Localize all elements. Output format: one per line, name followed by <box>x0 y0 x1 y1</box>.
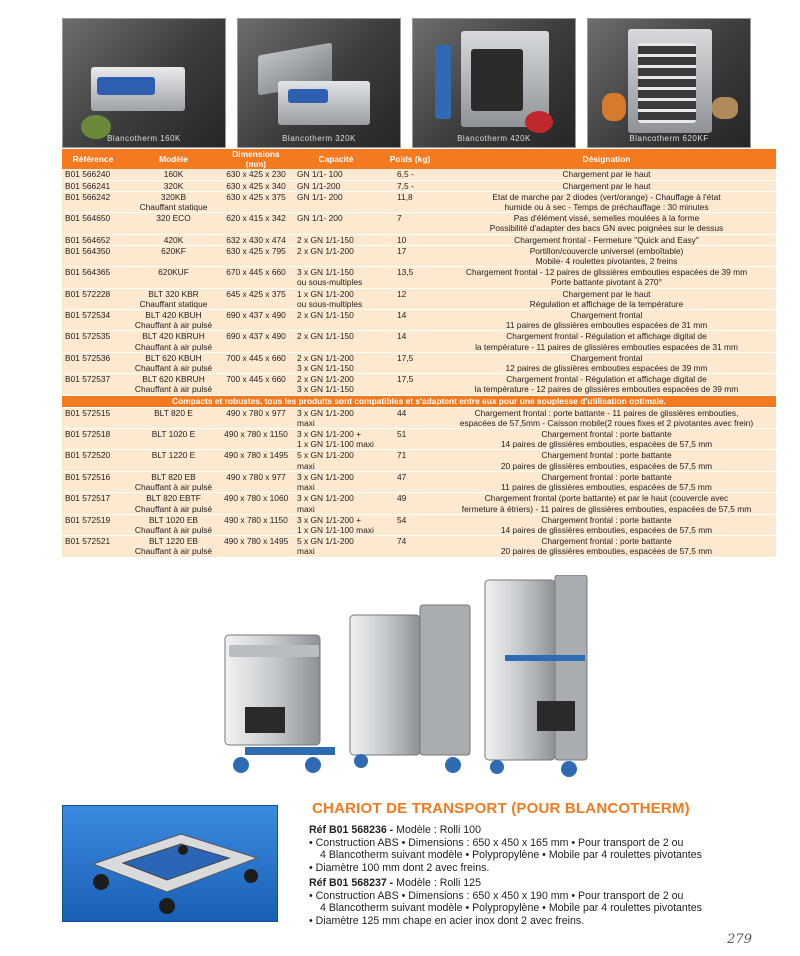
cell-weight: 44 <box>383 407 437 428</box>
table-row <box>62 288 776 309</box>
cell-model: BLT 620 KBUH Chauffant à air pulsé <box>124 352 223 373</box>
table-row <box>62 191 776 212</box>
product-line: 4 Blancotherm suivant modèle • Polypropylène • Mobile par 4 roulettes pivotantes <box>320 849 702 862</box>
cell-capacity: 3 x GN 1/1-200 + 1 x GN 1/1-100 maxi <box>289 429 383 450</box>
cell-designation: Portillon/couvercle universel (emboîtable) Mobile- 4 roulettes pivotantes, 2 freins <box>437 245 776 266</box>
page-number: 279 <box>727 932 752 947</box>
header-designation: Désignation <box>437 149 776 169</box>
table-row <box>62 331 776 352</box>
cell-reference: B01 572534 <box>62 310 124 331</box>
table-row <box>62 493 776 514</box>
heated-container-photo <box>237 18 401 148</box>
cell-reference: B01 566241 <box>62 180 124 191</box>
cell-designation: Chargement frontal - Régulation et affichage digital de la température - 11 paires de glissières embouties espacées de 31 mm <box>437 331 776 352</box>
cell-designation: Chargement frontal : porte battante 20 paires de glissières embouties, espacées de 57,5 mm <box>437 450 776 471</box>
cell-capacity: 5 x GN 1/1-200 maxi <box>289 450 383 471</box>
cell-designation: Etat de marche par 2 diodes (vert/orange) - Chauffage à l'état humide ou à sec - Temps de préchauffage : 30 minutes <box>437 191 776 212</box>
cell-dimensions: 490 x 780 x 1060 <box>223 493 289 514</box>
cell-capacity: GN 1/1- 100 <box>289 169 383 180</box>
table-row <box>62 352 776 373</box>
cell-model: BLT 1220 EB Chauffant à air pulsé <box>124 536 223 557</box>
cell-capacity: GN 1/1- 200 <box>289 213 383 234</box>
header-weight: Poids (kg) <box>383 149 437 169</box>
table-row <box>62 429 776 450</box>
cell-model: 320K <box>124 180 223 191</box>
cell-model: BLT 320 KBR Chauffant statique <box>124 288 223 309</box>
photo-caption: Blancotherm 320K <box>282 134 356 143</box>
cell-weight: 74 <box>383 536 437 557</box>
cell-dimensions: 690 x 437 x 490 <box>223 310 289 331</box>
cell-weight: 7 <box>383 213 437 234</box>
table-row <box>62 180 776 191</box>
front-loader-open-photo <box>412 18 576 148</box>
compatibility-banner-row <box>62 395 776 407</box>
cell-weight: 54 <box>383 514 437 535</box>
cell-designation: Chargement frontal : porte battante 14 paires de glissières embouties, espacées de 57,5 mm <box>437 514 776 535</box>
cell-dimensions: 490 x 780 x 1495 <box>223 536 289 557</box>
product-rolli-125 <box>309 877 789 927</box>
table-body-a <box>62 169 776 395</box>
cell-model: BLT 1020 EB Chauffant à air pulsé <box>124 514 223 535</box>
cell-weight: 14 <box>383 310 437 331</box>
product-ref: Réf B01 568236 - <box>309 824 394 836</box>
cell-model: BLT 820 E <box>124 407 223 428</box>
photo-caption: Blancotherm 160K <box>107 134 181 143</box>
photo-caption: Blancotherm 420K <box>457 134 531 143</box>
cell-reference: B01 566240 <box>62 169 124 180</box>
mobile-trolleys-photo <box>215 575 595 785</box>
cell-reference: B01 566242 <box>62 191 124 212</box>
product-model: Modèle : Rolli 100 <box>393 824 481 836</box>
cell-designation: Chargement frontal : porte battante - 11 paires de glissières embouties, espacées de 57,5mm - Caisson mobile(2 roues fixes et 2 pivotantes avec frein) <box>437 407 776 428</box>
cell-capacity: 2 x GN 1/1-200 <box>289 245 383 266</box>
cell-designation: Chargement frontal - Régulation et affichage digital de la température - 12 paires de glissières embouties espacées de 39 mm <box>437 374 776 395</box>
cell-dimensions: 700 x 445 x 660 <box>223 374 289 395</box>
table-row <box>62 536 776 557</box>
cell-weight: 49 <box>383 493 437 514</box>
cell-reference: B01 572517 <box>62 493 124 514</box>
cell-capacity: 3 x GN 1/1-200 maxi <box>289 471 383 492</box>
cell-designation: Chargement par le haut Régulation et affichage de la température <box>437 288 776 309</box>
trolley-blt-820-e <box>225 635 335 773</box>
cell-reference: B01 572537 <box>62 374 124 395</box>
cell-reference: B01 564350 <box>62 245 124 266</box>
cell-model: BLT 1020 E <box>124 429 223 450</box>
cell-designation: Chargement frontal : porte battante 20 paires de glissières embouties, espacées de 57,5 mm <box>437 536 776 557</box>
cell-designation: Chargement frontal : porte battante 14 paires de glissières embouties, espacées de 57,5 mm <box>437 429 776 450</box>
cell-designation: Chargement par le haut <box>437 180 776 191</box>
cell-capacity: 2 x GN 1/1-150 <box>289 310 383 331</box>
cell-weight: 71 <box>383 450 437 471</box>
product-line: • Construction ABS • Dimensions : 650 x 450 x 190 mm • Pour transport de 2 ou <box>309 889 684 902</box>
cell-weight: 17,5 <box>383 374 437 395</box>
cell-dimensions: 700 x 445 x 660 <box>223 352 289 373</box>
cell-dimensions: 630 x 425 x 230 <box>223 169 289 180</box>
table-row <box>62 310 776 331</box>
cell-model: 620KF <box>124 245 223 266</box>
cell-capacity: 2 x GN 1/1-200 3 x GN 1/1-150 <box>289 352 383 373</box>
product-line: 4 Blancotherm suivant modèle • Polypropylène • Mobile par 4 roulettes pivotantes <box>320 902 702 915</box>
cell-model: 620KUF <box>124 267 223 288</box>
header-reference: Référence <box>62 149 124 169</box>
product-heading <box>309 824 789 837</box>
cell-reference: B01 572521 <box>62 536 124 557</box>
photo-caption: Blancotherm 620KF <box>629 134 709 143</box>
product-line: • Diamètre 125 mm chape en acier inox dont 2 avec freins. <box>309 914 585 927</box>
bain-marie-photo <box>62 18 226 148</box>
cell-dimensions: 630 x 425 x 795 <box>223 245 289 266</box>
cell-weight: 7,5 - <box>383 180 437 191</box>
front-loader-racks-photo <box>587 18 751 148</box>
table-row <box>62 234 776 245</box>
cell-dimensions: 630 x 425 x 375 <box>223 191 289 212</box>
cell-weight: 10 <box>383 234 437 245</box>
cell-reference: B01 572535 <box>62 331 124 352</box>
cell-model: 420K <box>124 234 223 245</box>
table-row <box>62 407 776 428</box>
cell-weight: 17 <box>383 245 437 266</box>
cell-model: BLT 1220 E <box>124 450 223 471</box>
cell-capacity: 2 x GN 1/1-150 <box>289 234 383 245</box>
table-row <box>62 471 776 492</box>
cell-reference: B01 572536 <box>62 352 124 373</box>
cell-weight: 51 <box>383 429 437 450</box>
cell-weight: 13,5 <box>383 267 437 288</box>
cell-dimensions: 630 x 425 x 340 <box>223 180 289 191</box>
cell-designation: Chargement par le haut <box>437 169 776 180</box>
product-heading <box>309 877 789 890</box>
cell-reference: B01 564650 <box>62 213 124 234</box>
cell-dimensions: 670 x 445 x 660 <box>223 267 289 288</box>
cell-model: BLT 820 EBTF Chauffant à air pulsé <box>124 493 223 514</box>
table-header-row <box>62 149 776 169</box>
cell-capacity: 3 x GN 1/1-150 ou sous-multiples <box>289 267 383 288</box>
cell-dimensions: 490 x 780 x 977 <box>223 407 289 428</box>
cell-reference: B01 564365 <box>62 267 124 288</box>
cell-dimensions: 490 x 780 x 1495 <box>223 450 289 471</box>
cell-capacity: 5 x GN 1/1-200 maxi <box>289 536 383 557</box>
cell-designation: Chargement frontal : porte battante 11 paires de glissières embouties, espacées de 57,5 mm <box>437 471 776 492</box>
cell-reference: B01 572515 <box>62 407 124 428</box>
cell-designation: Chargement frontal (porte battante) et par le haut (couvercle avec fermeture à étriers) - 11 paires de glissières embouties, espacées de 57,5 mm <box>437 493 776 514</box>
product-line: • Diamètre 100 mm dont 2 avec freins. <box>309 861 490 874</box>
cell-weight: 6,5 - <box>383 169 437 180</box>
cell-dimensions: 490 x 780 x 977 <box>223 471 289 492</box>
table-row <box>62 213 776 234</box>
table-row <box>62 374 776 395</box>
cell-reference: B01 572518 <box>62 429 124 450</box>
trolley-blt-1220-e <box>485 575 587 777</box>
table-body-b <box>62 407 776 557</box>
cell-capacity: 3 x GN 1/1-200 + 1 x GN 1/1-100 maxi <box>289 514 383 535</box>
header-model: Modèle <box>124 149 223 169</box>
cell-dimensions: 490 x 780 x 1150 <box>223 514 289 535</box>
table-row <box>62 169 776 180</box>
cell-designation: Chargement frontal - Fermeture "Quick and Easy" <box>437 234 776 245</box>
specification-table <box>62 149 776 558</box>
table-row <box>62 267 776 288</box>
header-dimensions: Dimensions (mm) <box>223 149 289 169</box>
cell-dimensions: 690 x 437 x 490 <box>223 331 289 352</box>
cell-dimensions: 620 x 415 x 342 <box>223 213 289 234</box>
trolley-blt-1020-e <box>350 605 470 773</box>
product-ref: Réf B01 568237 - <box>309 877 394 889</box>
cell-model: BLT 620 KBRUH Chauffant à air pulsé <box>124 374 223 395</box>
cell-reference: B01 572228 <box>62 288 124 309</box>
cell-model: BLT 420 KBUH Chauffant à air pulsé <box>124 310 223 331</box>
cell-capacity: 2 x GN 1/1-200 3 x GN 1/1-150 <box>289 374 383 395</box>
cell-capacity: 2 x GN 1/1-150 <box>289 331 383 352</box>
cell-designation: Chargement frontal 12 paires de glissières embouties espacées de 39 mm <box>437 352 776 373</box>
cell-reference: B01 572516 <box>62 471 124 492</box>
rolli-dolly-photo <box>62 805 278 922</box>
product-line: • Construction ABS • Dimensions : 650 x 450 x 165 mm • Pour transport de 2 ou <box>309 836 684 849</box>
cell-model: BLT 420 KBRUH Chauffant à air pulsé <box>124 331 223 352</box>
cell-capacity: 3 x GN 1/1-200 maxi <box>289 407 383 428</box>
cell-weight: 47 <box>383 471 437 492</box>
table-row <box>62 245 776 266</box>
cell-dimensions: 490 x 780 x 1150 <box>223 429 289 450</box>
cell-reference: B01 572520 <box>62 450 124 471</box>
cell-weight: 14 <box>383 331 437 352</box>
cell-designation: Pas d'élément vissé, semelles moulées à la forme Possibilité d'adapter des bacs GN avec poignées sur le dessus <box>437 213 776 234</box>
cell-weight: 12 <box>383 288 437 309</box>
cell-capacity: GN 1/1- 200 <box>289 191 383 212</box>
product-rolli-100 <box>309 824 789 874</box>
cell-reference: B01 572519 <box>62 514 124 535</box>
cell-dimensions: 632 x 430 x 474 <box>223 234 289 245</box>
section-title: CHARIOT DE TRANSPORT (POUR BLANCOTHERM) <box>312 800 690 817</box>
cell-weight: 17,5 <box>383 352 437 373</box>
cell-weight: 11,8 <box>383 191 437 212</box>
compatibility-banner: Compacts et robustes, tous les produits sont compatibles et s'adaptent entre eux pour une souplesse d'utilisation optimale. <box>62 395 776 407</box>
cell-capacity: 1 x GN 1/1-200 ou sous-multiples <box>289 288 383 309</box>
cell-model: BLT 820 EB Chauffant à air pulsé <box>124 471 223 492</box>
cell-designation: Chargement frontal 11 paires de glissières embouties espacées de 31 mm <box>437 310 776 331</box>
cell-reference: B01 564652 <box>62 234 124 245</box>
cell-model: 320 ECO <box>124 213 223 234</box>
cell-designation: Chargement frontal - 12 paires de glissières embouties espacées de 39 mm Porte battante pivotant à 270° <box>437 267 776 288</box>
cell-capacity: GN 1/1-200 <box>289 180 383 191</box>
cell-dimensions: 645 x 425 x 375 <box>223 288 289 309</box>
cell-capacity: 3 x GN 1/1-200 maxi <box>289 493 383 514</box>
table-row <box>62 514 776 535</box>
header-capacity: Capacité <box>289 149 383 169</box>
table-row <box>62 450 776 471</box>
cell-model: 320KB Chauffant statique <box>124 191 223 212</box>
product-model: Modèle : Rolli 125 <box>393 877 481 889</box>
cell-model: 160K <box>124 169 223 180</box>
